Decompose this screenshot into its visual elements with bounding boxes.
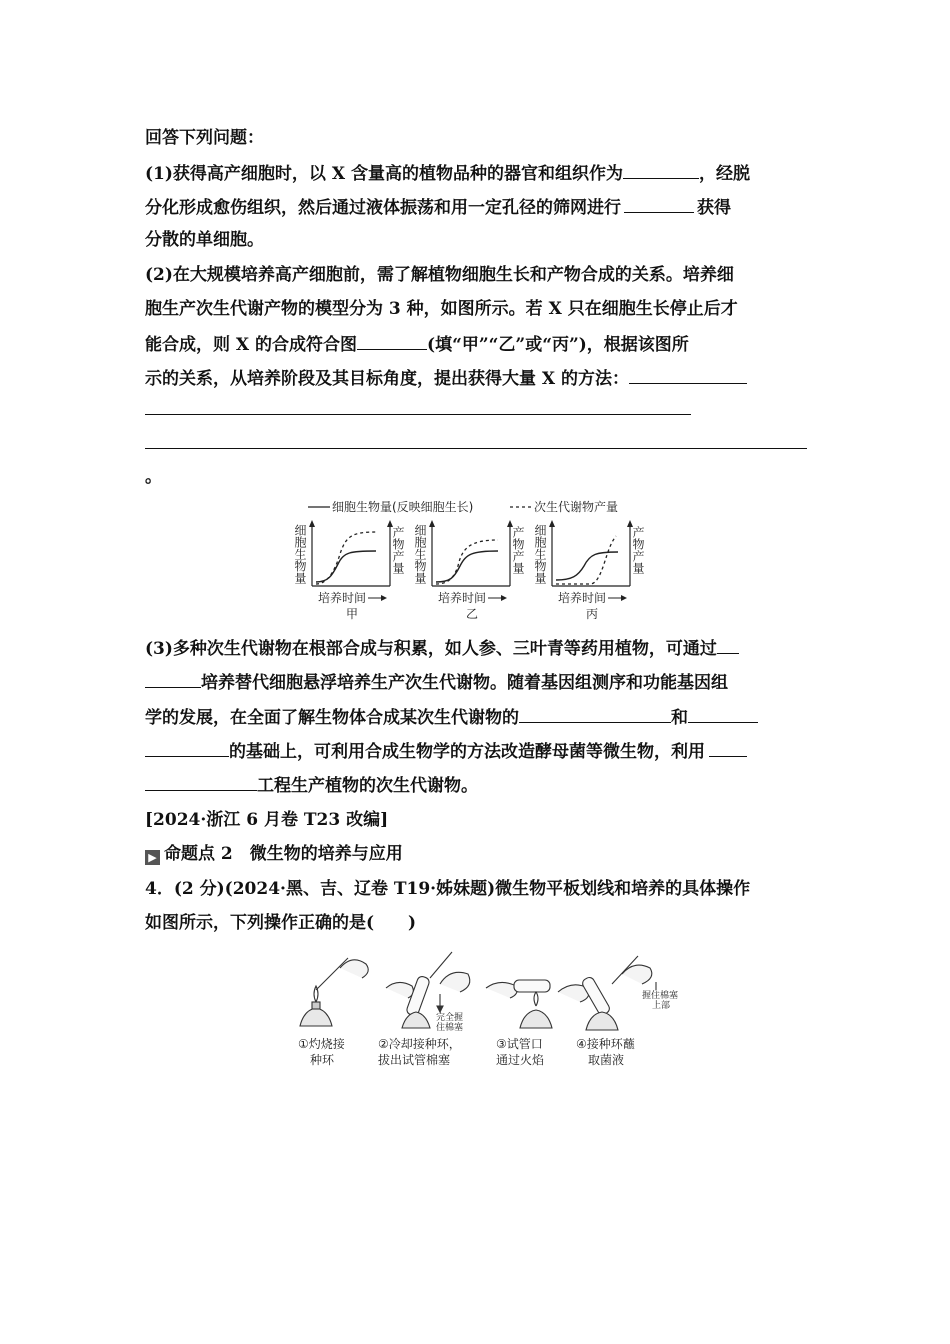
answer-blank-rule[interactable] bbox=[145, 414, 691, 415]
biomass-curve bbox=[316, 551, 376, 582]
panel-label-jia: 甲 bbox=[346, 607, 359, 621]
panel-jia bbox=[293, 520, 405, 621]
q3-line4 bbox=[145, 739, 747, 763]
answer-blank[interactable] bbox=[145, 739, 229, 757]
note-b-line2: 上部 bbox=[652, 1001, 671, 1011]
ylabel-left: 细胞生物量 bbox=[293, 524, 307, 584]
step3-illustration bbox=[486, 980, 552, 1028]
streak-plate-figure bbox=[290, 948, 690, 1072]
q4-line1: 4．(2 分)(2024·黑、吉、辽卷 T19·姊妹题)微生物平板划线和培养的具体操作 bbox=[145, 879, 751, 899]
q3-line1-text: (3)多种次生代谢物在根部合成与积累，如人参、三叶青等药用植物，可通过 bbox=[145, 639, 717, 659]
answer-blank-rule[interactable] bbox=[145, 448, 807, 449]
note-b-line1: 握住棉塞 bbox=[642, 991, 679, 1001]
q2-line3-text-b: (填“甲”“乙”或“丙”)，根据该图所 bbox=[427, 335, 689, 355]
q1-text-b: ，经脱 bbox=[698, 164, 750, 184]
legend-solid-label: 细胞生物量(反映细胞生长) bbox=[332, 500, 474, 514]
step4-caption-line1: ④接种环蘸 bbox=[576, 1037, 635, 1051]
q3-line5-text: 工程生产植物的次生代谢物。 bbox=[257, 776, 478, 796]
q2-line1: (2)在大规模培养高产细胞前，需了解植物细胞生长和产物合成的关系。培养细 bbox=[145, 265, 734, 285]
q2-line4-text: 示的关系，从培养阶段及其目标角度，提出获得大量 X 的方法： bbox=[145, 369, 630, 389]
product-curve bbox=[436, 540, 498, 584]
q3-line2-text: 培养替代细胞悬浮培养生产次生代谢物。随着基因组测序和功能基因组 bbox=[201, 673, 728, 693]
product-curve bbox=[556, 536, 616, 584]
panel-label-bing: 丙 bbox=[586, 607, 599, 621]
answer-blank[interactable] bbox=[624, 195, 694, 213]
answer-blank[interactable] bbox=[145, 670, 201, 688]
ylabel-right: 产物产量 bbox=[391, 526, 405, 574]
intro-text: 回答下列问题： bbox=[145, 128, 264, 148]
step2-caption-line2: 拔出试管棉塞 bbox=[378, 1053, 451, 1067]
q3-line4-text: 的基础上，可利用合成生物学的方法改造酵母菌等微生物，利用 bbox=[229, 742, 705, 762]
legend-dashed-label: 次生代谢物产量 bbox=[534, 500, 619, 514]
ylabel-left: 细胞生物量 bbox=[533, 524, 547, 584]
xlabel: 培养时间 bbox=[558, 591, 607, 605]
answer-blank[interactable] bbox=[709, 739, 747, 757]
q1-line3: 分散的单细胞。 bbox=[145, 230, 264, 250]
source-citation: [2024·浙江 6 月卷 T23 改编] bbox=[145, 810, 389, 830]
answer-blank[interactable] bbox=[519, 705, 671, 723]
answer-blank[interactable] bbox=[629, 366, 747, 384]
step4-caption-line2: 取菌液 bbox=[588, 1053, 625, 1067]
xlabel: 培养时间 bbox=[318, 591, 367, 605]
answer-blank[interactable] bbox=[145, 773, 257, 791]
q1-line2-text-a: 分化形成愈伤组织，然后通过液体振荡和用一定孔径的筛网进行 bbox=[145, 198, 621, 218]
step3-caption-line1: ③试管口 bbox=[496, 1037, 543, 1051]
answer-blank[interactable] bbox=[623, 161, 699, 179]
growth-curves-figure bbox=[290, 496, 670, 624]
section-heading bbox=[145, 843, 403, 865]
q4-line2: 如图所示，下列操作正确的是( ) bbox=[145, 913, 417, 933]
panel-label-yi: 乙 bbox=[466, 607, 479, 621]
step3-caption-line2: 通过火焰 bbox=[496, 1053, 545, 1067]
q3-line5 bbox=[145, 773, 478, 797]
panel-bing bbox=[533, 520, 645, 621]
ylabel-left: 细胞生物量 bbox=[413, 524, 427, 584]
q1-text-a: (1)获得高产细胞时，以 X 含量高的植物品种的器官和组织作为 bbox=[145, 164, 623, 184]
q1-line2-text-b: 获得 bbox=[697, 198, 731, 218]
q2-line4 bbox=[145, 366, 747, 390]
note-a-line1: 完全握 bbox=[436, 1013, 464, 1023]
step1-caption-line1: ①灼烧接 bbox=[298, 1037, 345, 1051]
q3-line3-text-a: 学的发展，在全面了解生物体合成某次生代谢物的 bbox=[145, 708, 519, 728]
biomass-curve bbox=[556, 552, 618, 580]
answer-blank[interactable] bbox=[717, 636, 739, 654]
q3-line1 bbox=[145, 636, 739, 660]
q2-end-mark: 。 bbox=[145, 467, 162, 487]
q3-line3-text-b: 和 bbox=[671, 708, 688, 728]
biomass-curve bbox=[436, 551, 498, 582]
ylabel-right: 产物产量 bbox=[511, 526, 525, 574]
q2-line3 bbox=[145, 332, 689, 356]
q1-line2 bbox=[145, 195, 731, 219]
step2-caption-line1: ②冷却接种环， bbox=[378, 1037, 461, 1051]
play-triangle-icon: ▶ bbox=[145, 850, 160, 865]
q2-line2: 胞生产次生代谢产物的模型分为 3 种，如图所示。若 X 只在细胞生长停止后才 bbox=[145, 299, 738, 319]
q3-line3 bbox=[145, 705, 758, 729]
xlabel: 培养时间 bbox=[438, 591, 487, 605]
answer-blank[interactable] bbox=[357, 332, 427, 350]
q1-line1 bbox=[145, 161, 750, 185]
step1-illustration bbox=[300, 958, 368, 1026]
step1-caption-line2: 种环 bbox=[310, 1053, 335, 1067]
ylabel-right: 产物产量 bbox=[631, 526, 645, 574]
section-label: 命题点 2 微生物的培养与应用 bbox=[164, 844, 403, 864]
answer-blank[interactable] bbox=[688, 705, 758, 723]
q2-line3-text-a: 能合成，则 X 的合成符合图 bbox=[145, 335, 358, 355]
product-curve bbox=[316, 532, 376, 584]
q3-line2 bbox=[145, 670, 728, 694]
note-a-line2: 住棉塞 bbox=[436, 1023, 464, 1033]
panel-yi bbox=[413, 520, 525, 621]
